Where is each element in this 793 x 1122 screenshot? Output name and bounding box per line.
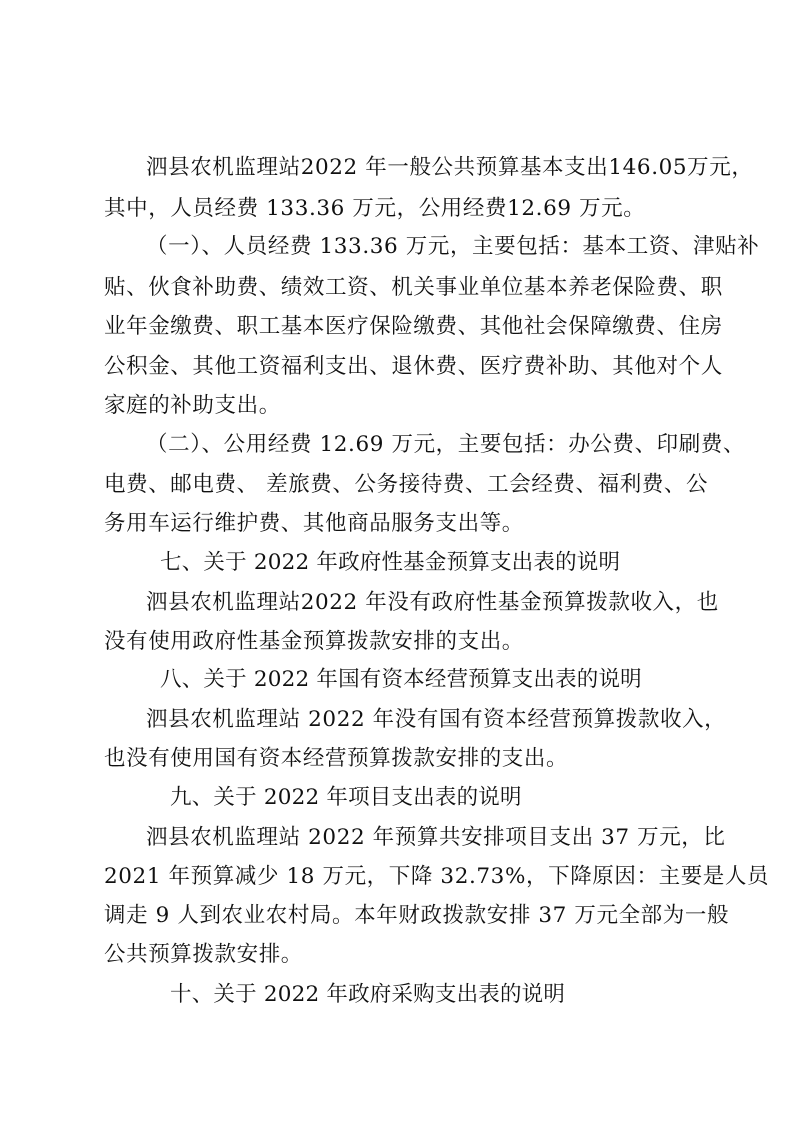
paragraph-line: （二）、公用经费 12.69 万元，主要包括：办公费、印刷费、	[146, 432, 746, 457]
section-heading: 八、关于 2022 年国有资本经营预算支出表的说明	[160, 667, 642, 692]
paragraph-line: 公共预算拨款安排。	[104, 942, 303, 967]
section-heading: 十、关于 2022 年政府采购支出表的说明	[170, 982, 566, 1007]
paragraph-line: 务用车运行维护费、其他商品服务支出等。	[104, 511, 524, 536]
paragraph-line: 也没有使用国有资本经营预算拨款安排的支出。	[104, 746, 569, 771]
paragraph-line: 贴、伙食补助费、绩效工资、机关事业单位基本养老保险费、职	[104, 275, 723, 300]
paragraph-line: 家庭的补助支出。	[104, 393, 281, 418]
paragraph-line: 电费、邮电费、 差旅费、公务接待费、工会经费、福利费、公	[104, 472, 709, 497]
paragraph-line: 其中，人员经费 133.36 万元，公用经费12.69 万元。	[104, 196, 646, 221]
paragraph-line: 调走 9 人到农业农村局。本年财政拨款安排 37 万元全部为一般	[104, 903, 730, 928]
paragraph-line: （一）、人员经费 133.36 万元，主要包括：基本工资、津贴补	[146, 234, 760, 259]
paragraph-line: 没有使用政府性基金预算拨款安排的支出。	[104, 629, 524, 654]
paragraph-line: 2021 年预算减少 18 万元，下降 32.73%，下降原因：主要是人员	[104, 864, 770, 889]
paragraph-line: 业年金缴费、职工基本医疗保险缴费、其他社会保障缴费、住房	[104, 314, 723, 339]
paragraph-line: 泗县农机监理站2022 年一般公共预算基本支出146.05万元，	[146, 155, 754, 180]
section-heading: 九、关于 2022 年项目支出表的说明	[170, 785, 522, 810]
paragraph-line: 泗县农机监理站 2022 年没有国有资本经营预算拨款收入，	[146, 707, 727, 732]
paragraph-line: 泗县农机监理站2022 年没有政府性基金预算拨款收入，也	[146, 590, 719, 615]
paragraph-line: 泗县农机监理站 2022 年预算共安排项目支出 37 万元，比	[146, 825, 726, 850]
section-heading: 七、关于 2022 年政府性基金预算支出表的说明	[160, 550, 621, 575]
paragraph-line: 公积金、其他工资福利支出、退休费、医疗费补助、其他对个人	[104, 354, 723, 379]
